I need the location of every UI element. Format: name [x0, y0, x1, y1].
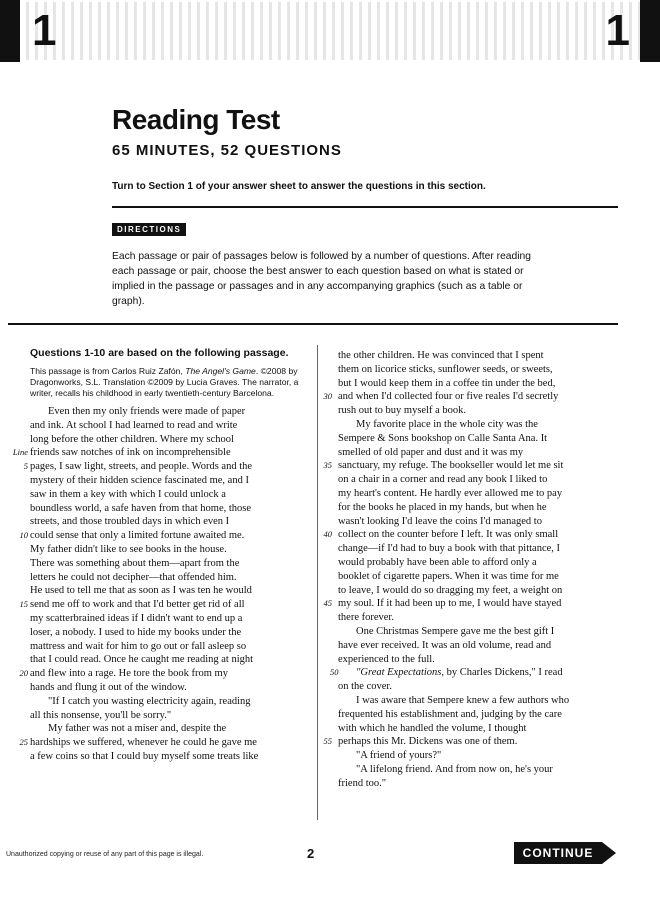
header-right-block: [640, 0, 660, 62]
instruction-line: Turn to Section 1 of your answer sheet to answer the questions in this section.: [112, 181, 486, 192]
passage-line: [30, 722, 305, 736]
passage-line: [338, 501, 628, 515]
line-text: that I could read. Once he caught me reading at night: [30, 654, 254, 666]
line-text: streets, and those troubled days in which even I: [30, 516, 230, 528]
line-text: letters he could not decipher—that offended him.: [30, 571, 237, 583]
passage-line: [30, 419, 305, 433]
passage-line: [338, 749, 628, 763]
passage-line: [30, 571, 305, 585]
passage-line: [338, 722, 628, 736]
intro-text-b: . ©2008 by Dragonworks, S.L. Translation ©2009 by Lucia Graves. The narrator, a writer, recalls his childhood in early twentieth-century Barcelona.: [30, 366, 299, 398]
line-text: frequented his establishment and, judging by the care: [338, 708, 562, 720]
line-text: experienced to the full.: [338, 653, 435, 665]
passage-line: [30, 709, 305, 723]
line-text: and flew into a rage. He tore the book from my: [30, 668, 228, 680]
line-text: on the cover.: [338, 681, 392, 693]
passage-line: [338, 584, 628, 598]
passage-line: [30, 681, 305, 695]
passage-line: [338, 708, 628, 722]
passage-line: [30, 695, 305, 709]
passage-line: [330, 666, 628, 680]
line-text: booklet of cigarette papers. When it was time for me: [338, 570, 559, 582]
passage-line: [338, 515, 628, 529]
passage-line: [338, 625, 628, 639]
divider-middle: [8, 323, 618, 325]
passage-line: [30, 612, 305, 626]
passage-line: [30, 584, 305, 598]
passage-line: [338, 487, 628, 501]
divider-top: [112, 206, 618, 208]
line-number: 35: [323, 460, 332, 471]
line-number: 15: [19, 599, 28, 610]
passage-line: [338, 349, 628, 363]
passage-line: [30, 653, 305, 667]
passage-line: [30, 640, 305, 654]
passage-line: [23, 460, 305, 474]
line-text: "If I catch you wasting electricity again, reading: [48, 695, 251, 707]
page-title: Reading Test: [112, 104, 280, 135]
line-text: friends saw notches of ink on incomprehensible: [30, 447, 231, 459]
line-text: and when I'd collected four or five reales I'd secretly: [338, 391, 559, 403]
line-text: My favorite place in the whole city was the: [356, 418, 538, 430]
passage-right-column: [323, 349, 628, 791]
passage-line: [12, 446, 305, 460]
page-number: 2: [307, 846, 315, 861]
passage-line: [338, 653, 628, 667]
line-text: them on licorice sticks, sunflower seeds, or sweets,: [338, 363, 553, 375]
passage-left-column: [12, 347, 305, 764]
passage-line: [338, 446, 628, 460]
page-subtitle: 65 MINUTES, 52 QUESTIONS: [112, 142, 342, 159]
line-text: "A friend of yours?": [356, 750, 442, 762]
passage-line: [19, 667, 305, 681]
line-number: 10: [19, 530, 28, 541]
passage-line: [338, 570, 628, 584]
line-text: could sense that only a limited fortune awaited me.: [30, 530, 245, 542]
directions-badge: DIRECTIONS: [112, 223, 186, 236]
passage-line: [323, 459, 628, 473]
line-text: One Christmas Sempere gave me the best gift I: [356, 625, 555, 637]
line-text: long before the other children. Where my school: [30, 433, 234, 445]
passage-line: [338, 680, 628, 694]
line-text: smelled of old paper and dust and it was my: [338, 446, 524, 458]
passage-line: [338, 473, 628, 487]
line-text: mystery of their hidden science fascinated me, and I: [30, 474, 249, 486]
passage-line: [338, 404, 628, 418]
line-text: collect on the counter before I left. It was only small: [338, 529, 559, 541]
line-text: the other children. He was convinced that I spent: [338, 350, 544, 361]
passage-line: [323, 735, 628, 749]
footer-legal: Unauthorized copying or reuse of any part of this page is illegal.: [6, 851, 204, 858]
continue-arrow-icon[interactable]: [602, 842, 616, 864]
line-text: "Great Expectations, by Charles Dickens," I read: [356, 667, 563, 679]
passage-line: [30, 474, 305, 488]
line-text: my scatterbrained ideas if I didn't want to end up a: [30, 612, 243, 624]
passage-line: [30, 750, 305, 764]
line-text: all this nonsense, you'll be sorry.": [30, 709, 172, 721]
passage-line: [323, 390, 628, 404]
passage-lines-left: [12, 405, 305, 764]
line-text: I was aware that Sempere knew a few authors who: [356, 694, 570, 706]
line-text: loser, a nobody. I used to hide my books under the: [30, 626, 242, 638]
passage-line: [338, 777, 628, 791]
line-text: rush out to buy myself a book.: [338, 405, 467, 417]
header-stripes: [20, 2, 640, 60]
line-text: hardships we suffered, whenever he could he gave me: [30, 737, 257, 749]
line-text: pages, I saw light, streets, and people. Words and the: [30, 461, 253, 473]
line-number: 50: [330, 667, 339, 678]
passage-line: [338, 639, 628, 653]
section-number-right: 1: [605, 6, 630, 55]
line-text: sanctuary, my refuge. The bookseller would let me sit: [338, 460, 564, 472]
section-header-bar: [0, 0, 660, 62]
line-text: send me off to work and that I'd better get rid of all: [30, 599, 245, 611]
line-text: my soul. If it had been up to me, I would have stayed: [338, 598, 562, 610]
line-text: wasn't looking I'd leave the coins I'd managed to: [338, 515, 542, 527]
passage-line: [338, 694, 628, 708]
line-text: would probably have been able to afford only a: [338, 556, 537, 568]
intro-text-a: This passage is from Carlos Ruiz Zafón,: [30, 366, 186, 376]
line-text: hands and flung it out of the window.: [30, 681, 187, 693]
line-text: have ever received. It was an old volume, read and: [338, 639, 552, 651]
line-text: with which he handled the volume, I thought: [338, 722, 527, 734]
line-number: Line: [12, 447, 28, 458]
passage-intro: [30, 366, 305, 399]
line-text: my heart's content. He hardly ever allowed me to pay: [338, 487, 563, 499]
line-number: 55: [323, 736, 332, 747]
line-text: "A lifelong friend. And from now on, he's your: [356, 763, 553, 775]
line-text: Sempere & Sons bookshop on Calle Santa Ana. It: [338, 432, 548, 444]
line-text: on a chair in a corner and read any book I liked to: [338, 474, 548, 486]
passage-line: [338, 418, 628, 432]
passage-line: [323, 597, 628, 611]
line-text: He used to tell me that as soon as I was ten he would: [30, 585, 252, 597]
line-text: perhaps this Mr. Dickens was one of them.: [338, 736, 518, 748]
line-number: 25: [19, 737, 28, 748]
passage-line: [19, 598, 305, 612]
section-number-left: 1: [32, 6, 57, 55]
line-text: and ink. At school I had learned to read and write: [30, 419, 238, 431]
passage-line: [30, 405, 305, 419]
line-text: friend too.": [338, 777, 387, 789]
continue-button[interactable]: CONTINUE: [514, 842, 602, 864]
line-text: change—if I'd had to buy a book with that pittance, I: [338, 543, 561, 555]
line-text: boundless world, a safe haven from that home, those: [30, 502, 252, 514]
passage-line: [338, 556, 628, 570]
line-number: 45: [323, 598, 332, 609]
line-text: saw in them a key with which I could unlock a: [30, 488, 226, 500]
passage-line: [30, 515, 305, 529]
line-text: a few coins so that I could buy myself some treats like: [30, 750, 259, 762]
passage-line: [30, 626, 305, 640]
passage-line: [338, 542, 628, 556]
line-number: 5: [23, 461, 28, 472]
line-text: My father was not a miser and, despite the: [48, 723, 227, 735]
passage-line: [323, 528, 628, 542]
passage-line: [30, 543, 305, 557]
line-text: My father didn't like to see books in the house.: [30, 543, 227, 555]
line-number: 40: [323, 529, 332, 540]
passage-lines-right: [323, 349, 628, 791]
header-left-block: [0, 0, 20, 62]
intro-book-title: The Angel's Game: [185, 366, 256, 376]
passage-line: [19, 529, 305, 543]
passage-line: [19, 736, 305, 750]
line-text: mattress and wait for him to go out or fall asleep so: [30, 640, 247, 652]
passage-line: [338, 432, 628, 446]
passage-line: [338, 763, 628, 777]
passage-line: [338, 377, 628, 391]
line-text: for the books he placed in my hands, but when he: [338, 501, 547, 513]
directions-text: Each passage or pair of passages below is followed by a number of questions. After reading each passage or pair, choose the best answer to each question based on what is stated or implied in the passage or passages and in any accompanying graphics (such as a table or graph).: [112, 251, 531, 307]
passage-line: [338, 611, 628, 625]
line-text: There was something about them—apart from the: [30, 557, 240, 569]
line-text: Even then my only friends were made of paper: [48, 406, 246, 417]
line-text: to leave, I would do so dragging my feet, a weight on: [338, 584, 563, 596]
passage-line: [30, 557, 305, 571]
passage-line: [30, 488, 305, 502]
questions-heading: Questions 1-10 are based on the following passage.: [30, 347, 289, 359]
passage-line: [30, 502, 305, 516]
passage-line: [338, 363, 628, 377]
line-number: 30: [323, 391, 332, 402]
line-number: 20: [19, 668, 28, 679]
passage-line: [30, 433, 305, 447]
line-text: but I would keep them in a coffee tin under the bed,: [338, 377, 556, 389]
line-text: there forever.: [338, 612, 394, 624]
